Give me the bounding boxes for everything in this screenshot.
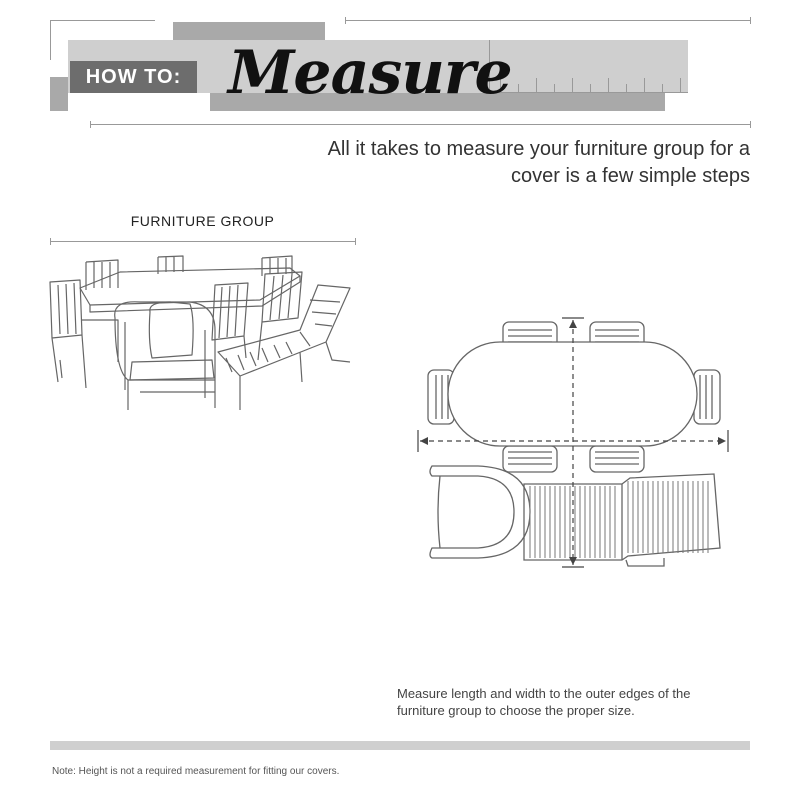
how-to-badge: HOW TO: <box>70 61 197 93</box>
furniture-group-label: FURNITURE GROUP <box>130 213 275 229</box>
top-view-armchair <box>430 466 530 558</box>
top-view-chaise-lounge <box>524 474 720 566</box>
width-arrow-right <box>718 437 726 445</box>
instruction-line-1: Measure length and width to the outer edges of the <box>397 686 691 701</box>
page-title: Measure <box>228 38 512 108</box>
footer-note: Note: Height is not a required measurement for fitting our covers. <box>52 766 340 777</box>
top-view-chair-bottom-right <box>590 446 644 472</box>
top-view-chaise-slats <box>530 481 708 558</box>
instruction-line-2: furniture group to choose the proper size. <box>397 703 635 718</box>
length-arrow-bottom <box>569 557 577 565</box>
measurement-instruction <box>397 685 737 719</box>
intro-line-1: All it takes to measure your furniture group for a <box>327 138 750 160</box>
intro-line-2: cover is a few simple steps <box>511 165 750 187</box>
width-arrow-left <box>420 437 428 445</box>
length-arrow-top <box>569 320 577 328</box>
footer-bar <box>50 741 750 750</box>
top-view-chair-right <box>694 370 720 424</box>
top-view-chair-bottom-left <box>503 446 557 472</box>
